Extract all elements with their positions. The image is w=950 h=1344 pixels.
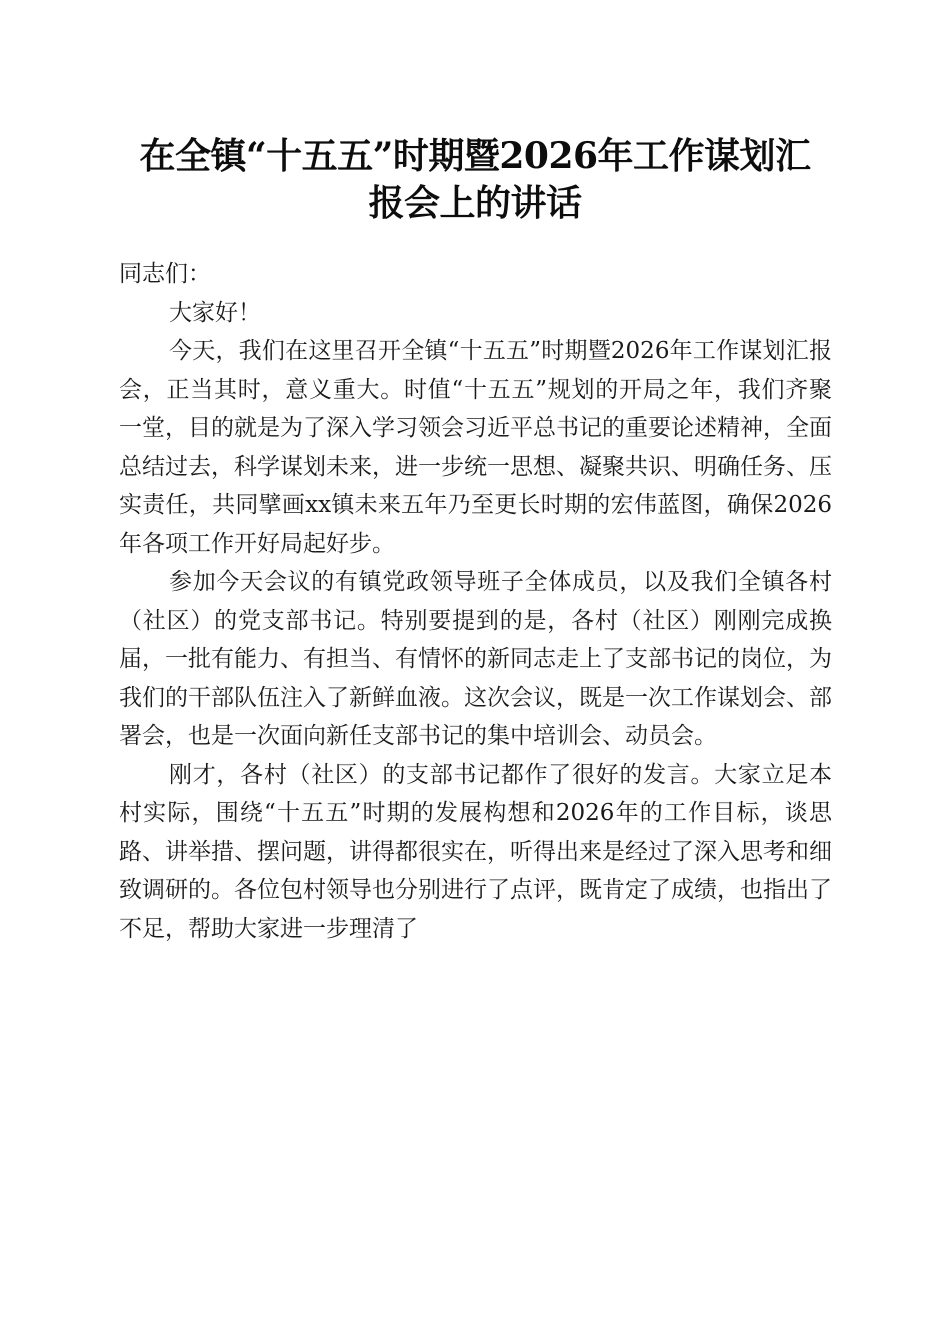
paragraph-opening: 今天，我们在这里召开全镇“十五五”时期暨2026年工作谋划汇报会，正当其时，意义重大。时值“十五五”规划的开局之年，我们齐聚一堂，目的就是为了深入学习领会习近平总书记的重要论述精神，全面总结过去，科学谋划未来，进一步统一思想、凝聚共识、明确任务、压实责任，共同擘画xx镇未来五年乃至更长时期的宏伟蓝图，确保2026年各项工作开好局起好步。 (119, 338, 832, 557)
salutation: 同志们： (119, 261, 211, 287)
title-line-2: 报会上的讲话 (368, 182, 582, 224)
document-title (100, 133, 850, 227)
paragraph-review: 刚才，各村（社区）的支部书记都作了很好的发言。大家立足本村实际，围绕“十五五”时期的发展构想和2026年的工作目标，谈思路、讲举措、摆问题，讲得都很实在，听得出来是经过了深入思考和细致调研的。各位包村领导也分别进行了点评，既肯定了成绩，也指出了不足，帮助大家进一步理清了 (119, 761, 832, 942)
paragraph-greeting: 大家好！ (169, 299, 261, 326)
title-line-1: 在全镇“十五五”时期暨2026年工作谋划汇 (139, 135, 811, 177)
paragraph-attendees: 参加今天会议的有镇党政领导班子全体成员，以及我们全镇各村（社区）的党支部书记。特别要提到的是，各村（社区）刚刚完成换届，一批有能力、有担当、有情怀的新同志走上了支部书记的岗位，为我们的干部队伍注入了新鲜血液。这次会议，既是一次工作谋划会、部署会，也是一次面向新任支部书记的集中培训会、动员会。 (119, 569, 832, 749)
document-body (119, 255, 832, 948)
